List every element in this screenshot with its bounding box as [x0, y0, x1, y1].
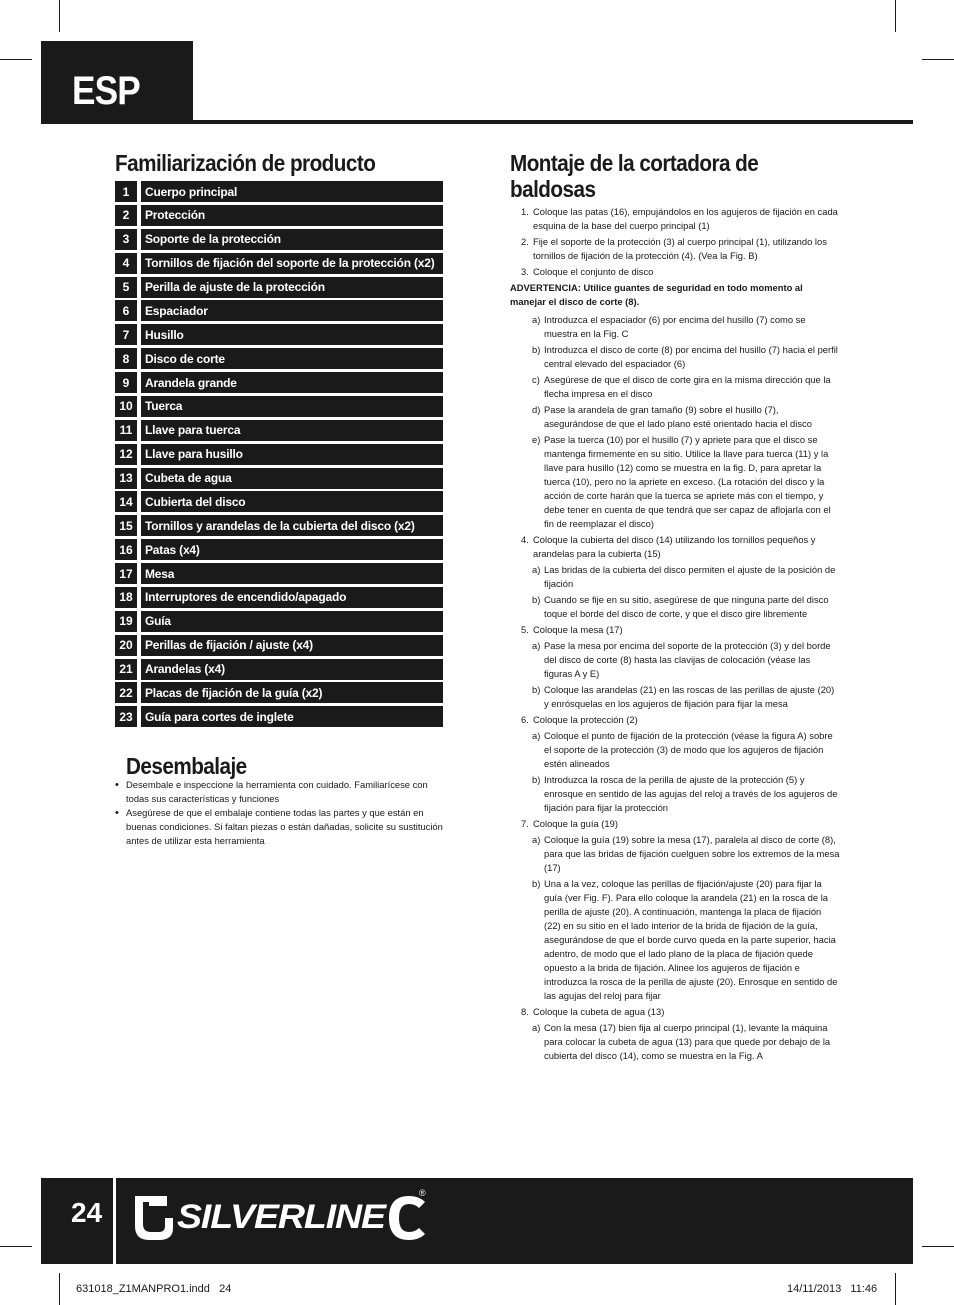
step-7a: a) Coloque la guía (19) sobre la mesa (17), paralela al disco de corte (8), para que las bridas de fijación cuelguen sobre los extremos de la mesa (17) — [532, 834, 840, 873]
part-number: 3 — [115, 229, 137, 250]
part-name: Disco de corte — [141, 348, 443, 369]
step-6a: a) Coloque el punto de fijación de la protección (véase la figura A) sobre el soporte de la protección (3) de modo que los agujeros de fijación estén alineados — [532, 730, 833, 769]
part-number: 23 — [115, 706, 137, 727]
table-row — [115, 468, 443, 489]
part-name: Placas de fijación de la guía (x2) — [141, 682, 443, 703]
part-name: Arandelas (x4) — [141, 659, 443, 680]
step-5a: a) Pase la mesa por encima del soporte de la protección (3) y del borde del disco de corte (8) hasta las clavijas de colocación (véase las figuras A y E) — [532, 640, 831, 679]
part-name: Perillas de fijación / ajuste (x4) — [141, 635, 443, 656]
part-number: 22 — [115, 682, 137, 703]
section-title-montaje: Montaje de la cortadora de baldosas — [510, 150, 759, 202]
part-name: Protección — [141, 205, 443, 226]
part-number: 20 — [115, 635, 137, 656]
part-name: Cubierta del disco — [141, 491, 443, 512]
crop-mark — [922, 1246, 954, 1247]
part-number: 13 — [115, 468, 137, 489]
part-name: Interruptores de encendido/apagado — [141, 587, 443, 608]
file-info: 631018_Z1MANPRO1.indd 24 — [76, 1283, 232, 1295]
part-name: Soporte de la protección — [141, 229, 443, 250]
safety-warning: ADVERTENCIA: Utilice guantes de seguridad en todo momento al manejar el disco de corte (8). — [510, 282, 803, 307]
part-name: Arandela grande — [141, 372, 443, 393]
parts-table — [115, 181, 443, 730]
part-number: 9 — [115, 372, 137, 393]
table-row — [115, 229, 443, 250]
table-row — [115, 253, 443, 274]
logo-c-icon — [389, 1196, 425, 1240]
crop-mark — [895, 0, 896, 32]
silverline-logo — [133, 1188, 433, 1242]
step-3e: e) Pase la tuerca (10) por el husillo (7) y apriete para que el disco se mantenga firmemente en su sitio. Utilice la llave para tuerca (11) y la llave para husillo (12) como se muestra en la fig. D, para apretar la tuerca (10), pero no la apriete en exceso. (La rotación del disco y la acción de corte harán que la tuerca se apriete más con el tiempo, y debe tener en cuenta de que tendrá que ser capaz de aflojarla con el fin de reemplazar el disco) — [532, 434, 831, 529]
step-3d: d) Pase la arandela de gran tamaño (9) sobre el husillo (7), asegurándose de que el lado plano esté orientado hacia el disco — [532, 404, 812, 429]
crop-mark — [0, 59, 32, 60]
logo-wordmark: SILVERLINE — [177, 1198, 388, 1236]
table-row — [115, 635, 443, 656]
step-3b: b) Introduzca el disco de corte (8) por encima del husillo (7) hacia el perfil central elevado del espaciador (6) — [532, 344, 838, 369]
table-row — [115, 539, 443, 560]
step-8a: a) Con la mesa (17) bien fija al cuerpo principal (1), levante la máquina para colocar la cubeta de agua (13) para que quede por debajo de la cubierta del disco (14), como se muestra en la Fig. A — [532, 1022, 831, 1061]
section-title-desembalaje: Desembalaje — [126, 753, 247, 779]
desembalaje-list — [113, 778, 443, 848]
part-number: 6 — [115, 300, 137, 321]
part-number: 8 — [115, 348, 137, 369]
crop-mark — [59, 1273, 60, 1305]
table-row — [115, 706, 443, 727]
crop-mark — [895, 1273, 896, 1305]
part-name: Tornillos de fijación del soporte de la protección (x2) — [141, 253, 443, 274]
date-time: 14/11/2013 11:46 — [787, 1283, 878, 1295]
step-7: 7. Coloque la guía (19) — [521, 818, 618, 829]
table-row — [115, 659, 443, 680]
part-number: 12 — [115, 444, 137, 465]
part-name: Llave para husillo — [141, 444, 443, 465]
part-number: 21 — [115, 659, 137, 680]
part-number: 10 — [115, 396, 137, 417]
list-item: • Desembale e inspeccione la herramienta con cuidado. Familiarícese con todas sus características y funciones — [113, 778, 443, 806]
table-row — [115, 396, 443, 417]
part-name: Patas (x4) — [141, 539, 443, 560]
table-row — [115, 515, 443, 536]
part-name: Llave para tuerca — [141, 420, 443, 441]
table-row — [115, 587, 443, 608]
part-number: 4 — [115, 253, 137, 274]
part-number: 5 — [115, 277, 137, 298]
table-row — [115, 420, 443, 441]
step-3c: c) Asegúrese de que el disco de corte gira en la misma dirección que la flecha impresa en el disco — [532, 374, 831, 399]
part-number: 1 — [115, 181, 137, 202]
crop-mark — [922, 59, 954, 60]
part-number: 15 — [115, 515, 137, 536]
header-rule — [41, 120, 913, 124]
list-item: • Asegúrese de que el embalaje contiene todas las partes y que están en buenas condiciones. Si faltan piezas o están dañadas, solicite su sustitución antes de utilizar esta herramienta — [113, 806, 443, 848]
footer-divider — [113, 1178, 116, 1264]
part-number: 7 — [115, 324, 137, 345]
part-name: Mesa — [141, 563, 443, 584]
table-row — [115, 682, 443, 703]
part-name: Cuerpo principal — [141, 181, 443, 202]
part-name: Espaciador — [141, 300, 443, 321]
crop-mark — [59, 0, 60, 32]
step-2: 2. Fije el soporte de la protección (3) al cuerpo principal (1), utilizando los tornillos de fijación de la protección (4). (Vea la Fig. B) — [521, 236, 827, 261]
part-name: Husillo — [141, 324, 443, 345]
part-number: 16 — [115, 539, 137, 560]
step-5b: b) Coloque las arandelas (21) en las roscas de las perillas de ajuste (20) y enrósquelas en los agujeros de fijación para fijar la mesa — [532, 684, 835, 709]
part-number: 17 — [115, 563, 137, 584]
part-name: Guía para cortes de inglete — [141, 706, 443, 727]
table-row — [115, 491, 443, 512]
table-row — [115, 205, 443, 226]
part-number: 18 — [115, 587, 137, 608]
table-row — [115, 324, 443, 345]
part-name: Guía — [141, 611, 443, 632]
part-name: Perilla de ajuste de la protección — [141, 277, 443, 298]
step-4a: a) Las bridas de la cubierta del disco permiten el ajuste de la posición de fijación — [532, 564, 836, 589]
table-row — [115, 181, 443, 202]
table-row — [115, 444, 443, 465]
part-number: 11 — [115, 420, 137, 441]
table-row — [115, 300, 443, 321]
table-row — [115, 611, 443, 632]
part-number: 19 — [115, 611, 137, 632]
step-4: 4. Coloque la cubierta del disco (14) utilizando los tornillos pequeños y arandelas para la cubierta (15) — [521, 534, 816, 559]
step-7b: b) Una a la vez, coloque las perillas de fijación/ajuste (20) para fijar la guía (ver Fig. F). Para ello coloque la arandela (21) en la rosca de la perilla de ajuste (20). A continuación, mantenga la placa de fijación (22) en su sitio en el lado interior de la brida de fijación de la guía, asegurándose de que el borde curvo queda en la parte superior, hacia adentro, de modo que el lado plano de la placa de fijación quede opuesto a la brida de fijación. Alinee los agujeros de fijación e introduzca la rosca de la perilla de ajuste (20). Enrosque en sentido de las agujas del reloj para fijar — [532, 878, 838, 1001]
step-5: 5. Coloque la mesa (17) — [521, 624, 623, 635]
language-label: ESP — [72, 69, 140, 113]
table-row — [115, 372, 443, 393]
crop-mark — [0, 1246, 32, 1247]
step-3: 3. Coloque el conjunto de disco — [521, 266, 654, 277]
part-name: Cubeta de agua — [141, 468, 443, 489]
page-number: 24 — [71, 1197, 103, 1228]
table-row — [115, 563, 443, 584]
assembly-instructions — [510, 205, 840, 1065]
step-6b: b) Introduzca la rosca de la perilla de ajuste de la protección (5) y enrosque en sentido de las agujas del reloj a través de los agujeros de fijación para fijar la protección — [532, 774, 838, 813]
step-8: 8. Coloque la cubeta de agua (13) — [521, 1006, 665, 1017]
step-4b: b) Cuando se fije en su sitio, asegúrese de que ninguna parte del disco toque el borde del disco de corte, y que el disco gire libremente — [532, 594, 829, 619]
part-number: 14 — [115, 491, 137, 512]
table-row — [115, 277, 443, 298]
step-6: 6. Coloque la protección (2) — [521, 714, 638, 725]
table-row — [115, 348, 443, 369]
step-1: 1. Coloque las patas (16), empujándolos en los agujeros de fijación en cada esquina de la base del cuerpo principal (1) — [521, 206, 838, 231]
step-3a: a) Introduzca el espaciador (6) por encima del husillo (7) como se muestra en la Fig. C — [532, 314, 806, 339]
section-title-familiarizacion: Familiarización de producto — [115, 150, 376, 176]
part-name: Tuerca — [141, 396, 443, 417]
part-number: 2 — [115, 205, 137, 226]
part-name: Tornillos y arandelas de la cubierta del disco (x2) — [141, 515, 443, 536]
logo-hook-icon — [135, 1196, 173, 1240]
registered-mark: ® — [419, 1188, 426, 1198]
